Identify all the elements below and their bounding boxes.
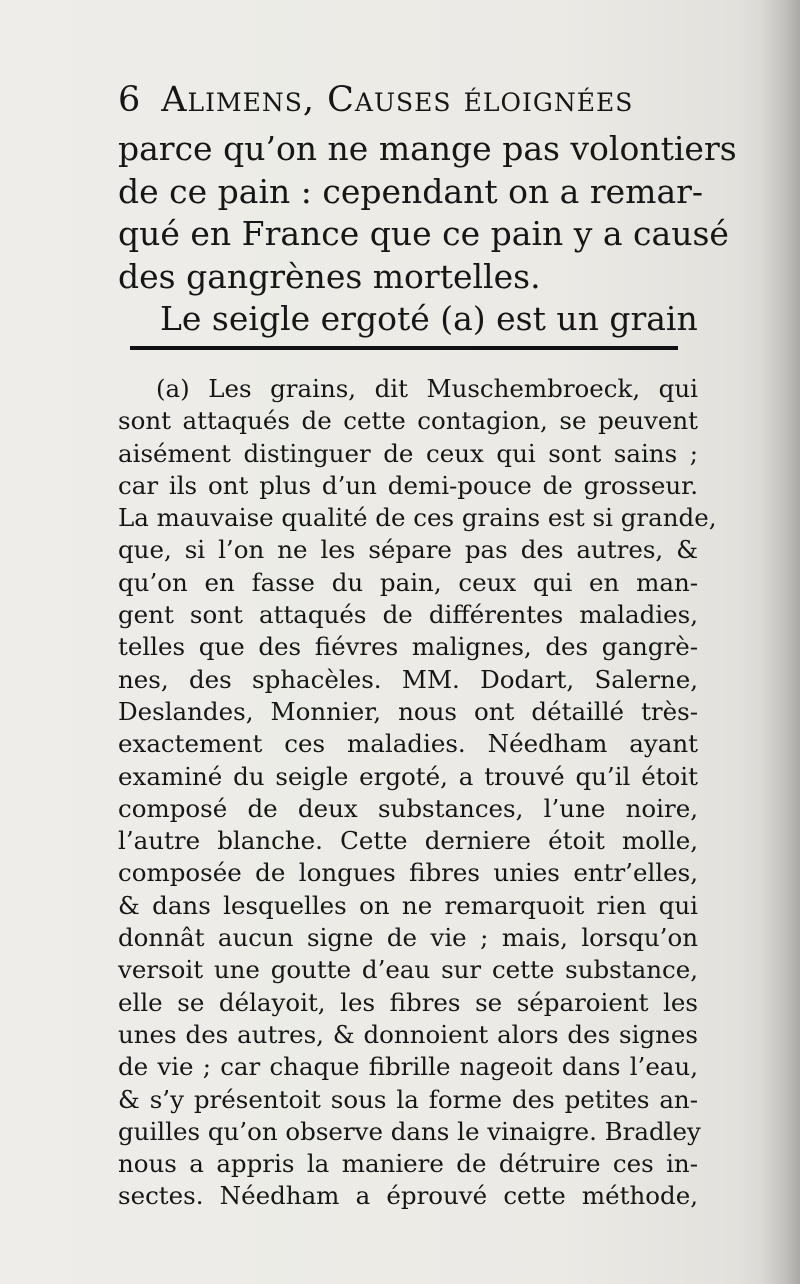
footnote-line: sectes. Néedham a éprouvé cette méthode,: [118, 1181, 698, 1211]
footnote-line: que, si l’on ne les sépare pas des autres, &: [118, 535, 698, 565]
footnote-line: de vie ; car chaque fibrille nageoit dans l’eau,: [118, 1052, 698, 1082]
footnote-line: nes, des sphacèles. MM. Dodart, Salerne,: [118, 664, 698, 694]
footnote-line: nous a appris la maniere de détruire ces in-: [118, 1149, 698, 1179]
footnote-line: examiné du seigle ergoté, a trouvé qu’il étoit: [118, 761, 698, 791]
text-line: qué en France que ce pain y a causé: [118, 214, 729, 253]
footnote-line: gent sont attaqués de différentes maladies,: [118, 600, 698, 630]
footnote-line: sont attaqués de cette contagion, se peuvent: [118, 406, 698, 436]
footnote-line: La mauvaise qualité de ces grains est si grande,: [118, 503, 717, 533]
footnote-line: car ils ont plus d’un demi-pouce de grosseur.: [118, 470, 698, 500]
text-line: des gangrènes mortelles.: [118, 256, 541, 296]
footnote: [118, 373, 717, 1213]
text-line: Le seigle ergoté (a) est un grain: [160, 299, 698, 338]
footnote-rule: [130, 346, 678, 350]
footnote-line: composé de deux substances, l’une noire,: [118, 793, 698, 823]
footnote-line: versoit une goutte d’eau sur cette substance,: [118, 955, 698, 985]
footnote-line: l’autre blanche. Cette derniere étoit molle,: [118, 826, 698, 856]
footnote-line: qu’on en fasse du pain, ceux qui en man-: [118, 567, 698, 597]
footnote-line: aisément distinguer de ceux qui sont sains ;: [118, 438, 698, 468]
footnote-line: donnât aucun signe de vie ; mais, lorsqu’on: [118, 923, 698, 953]
footnote-line: telles que des fiévres malignes, des gangrè-: [118, 632, 698, 662]
footnote-line: composée de longues fibres unies entr’elles,: [118, 858, 698, 888]
page-header: [118, 78, 678, 122]
footnote-line: Deslandes, Monnier, nous ont détaillé très-: [118, 696, 698, 726]
text-line: de ce pain : cependant on a remar-: [118, 171, 704, 211]
footnote-line: (a) Les grains, dit Muschembroeck, qui: [156, 374, 698, 403]
page-number: 6: [118, 80, 142, 120]
footnote-line: & dans lesquelles on ne remarquoit rien qui: [118, 890, 698, 920]
footnote-line: guilles qu’on observe dans le vinaigre. Bradley: [118, 1116, 701, 1146]
running-head: Alimens, Causes éloignées: [161, 80, 634, 120]
text-line: parce qu’on ne mange pas volontiers: [118, 129, 737, 168]
main-text: [118, 128, 737, 341]
footnote-line: exactement ces maladies. Néedham ayant: [118, 729, 698, 759]
footnote-line: elle se délayoit, les fibres se séparoient les: [118, 987, 698, 1017]
footnote-line: & s’y présentoit sous la forme des petites an-: [118, 1084, 698, 1114]
footnote-line: unes des autres, & donnoient alors des signes: [118, 1019, 698, 1049]
page-edge-shadow: [760, 0, 800, 1284]
